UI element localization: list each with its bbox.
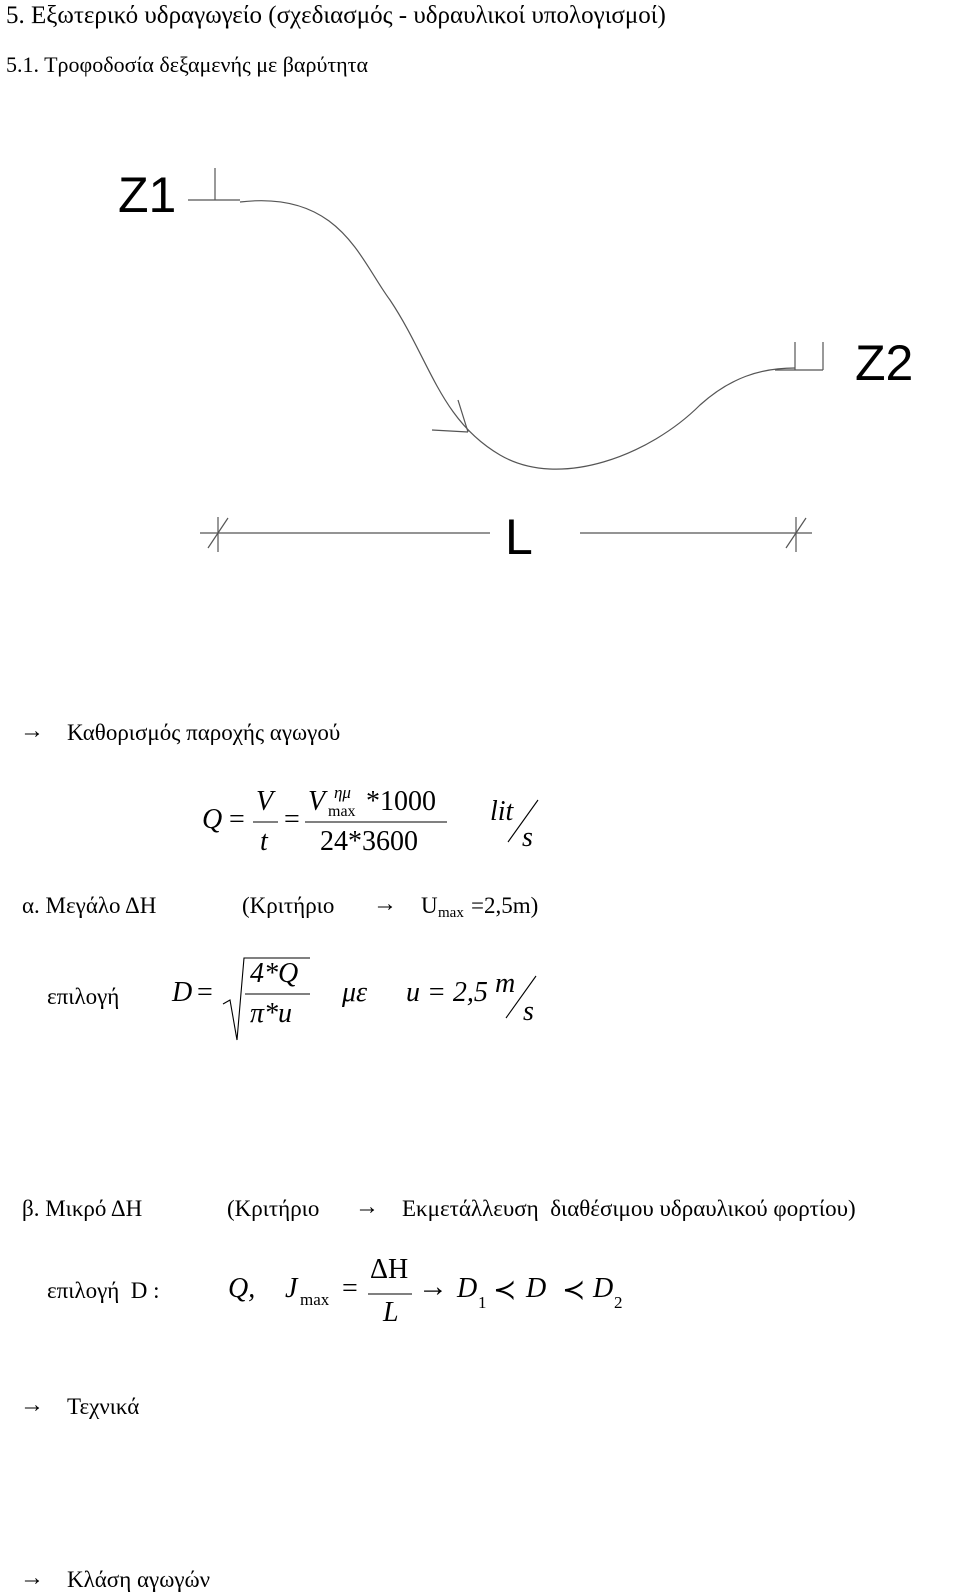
bullet-pipe-class: Κλάση αγωγών	[67, 1567, 211, 1592]
formula-with: με	[342, 977, 368, 1008]
bullet-arrow-icon: →	[20, 1392, 44, 1418]
formula-vmax: V	[308, 786, 326, 817]
reservoir-z1-marker	[188, 168, 240, 200]
formula-vmax-sup: ημ	[334, 783, 351, 802]
precedes-symbol: ≺	[562, 1275, 586, 1306]
criterion-arrow-icon: →	[373, 891, 397, 917]
formula-denominator: 24*3600	[320, 826, 418, 857]
case-b-label: β. Μικρό ΔH	[22, 1196, 143, 1221]
formula-u-value: u = 2,5	[406, 977, 488, 1008]
formula-denominator: L	[383, 1297, 399, 1328]
unit-denominator: s	[523, 996, 534, 1027]
formula-d2: D	[593, 1273, 614, 1304]
z1-label: Z1	[118, 167, 177, 223]
unit-numerator: lit	[490, 796, 514, 827]
formula-v-num: V	[256, 786, 274, 817]
formula-d2-sub: 2	[614, 1293, 623, 1312]
formula-eq: =	[229, 804, 245, 835]
formula-times-1000: *1000	[366, 786, 436, 817]
formula-eq: =	[284, 804, 300, 835]
page-title: 5. Εξωτερικό υδραγωγείο (σχεδιασμός - υδραυλικοί υπολογισμοί)	[6, 2, 666, 29]
formula-j: J	[285, 1273, 298, 1304]
case-a-criterion: (Κριτήριο	[242, 893, 335, 918]
formula-q: Q	[202, 804, 223, 835]
formula-d: D	[172, 977, 193, 1008]
formula-numerator: 4*Q	[250, 958, 299, 989]
criterion-u: U	[421, 893, 438, 918]
formula-vmax-sub: max	[328, 803, 356, 820]
formula-t-den: t	[260, 826, 268, 857]
formula-numerator: ΔH	[370, 1254, 409, 1285]
pipeline-curve	[240, 201, 795, 470]
length-label: L	[505, 509, 533, 565]
formula-eq: =	[342, 1273, 358, 1304]
formula-q: Q,	[228, 1273, 256, 1304]
case-b-criterion-text: Εκμετάλλευση διαθέσιμου υδραυλικού φορτίου)	[402, 1196, 856, 1221]
selection-label: επιλογή D :	[47, 1278, 160, 1303]
selection-label: επιλογή	[47, 984, 120, 1009]
formula-j-sub: max	[300, 1290, 330, 1309]
flow-direction-arrow	[432, 400, 468, 432]
reservoir-z2-marker	[775, 342, 823, 370]
criterion-rest: =2,5m)	[471, 893, 539, 918]
unit-denominator: s	[522, 822, 533, 853]
z2-label: Z2	[855, 335, 914, 391]
bullet-technical: Τεχνικά	[67, 1394, 140, 1419]
discharge-heading: Καθορισμός παροχής αγωγού	[67, 720, 341, 745]
criterion-arrow-icon: →	[355, 1194, 379, 1220]
implies-arrow-icon: →	[418, 1270, 448, 1303]
unit-numerator: m	[495, 968, 516, 999]
bullet-arrow-icon: →	[20, 1565, 44, 1591]
case-a-label: α. Μεγάλο ΔH	[22, 893, 157, 918]
bullet-arrow-icon: →	[20, 718, 44, 744]
formula-d1: D	[457, 1273, 478, 1304]
case-b-criterion: (Κριτήριο	[227, 1196, 320, 1221]
precedes-symbol: ≺	[493, 1275, 517, 1306]
formula-eq: =	[197, 977, 213, 1008]
section-subtitle: 5.1. Τροφοδοσία δεξαμενής με βαρύτητα	[6, 52, 369, 77]
formula-d1-sub: 1	[478, 1293, 487, 1312]
formula-denominator: π*u	[250, 998, 293, 1029]
formula-d: D	[526, 1273, 547, 1304]
criterion-u-sub: max	[438, 905, 464, 921]
